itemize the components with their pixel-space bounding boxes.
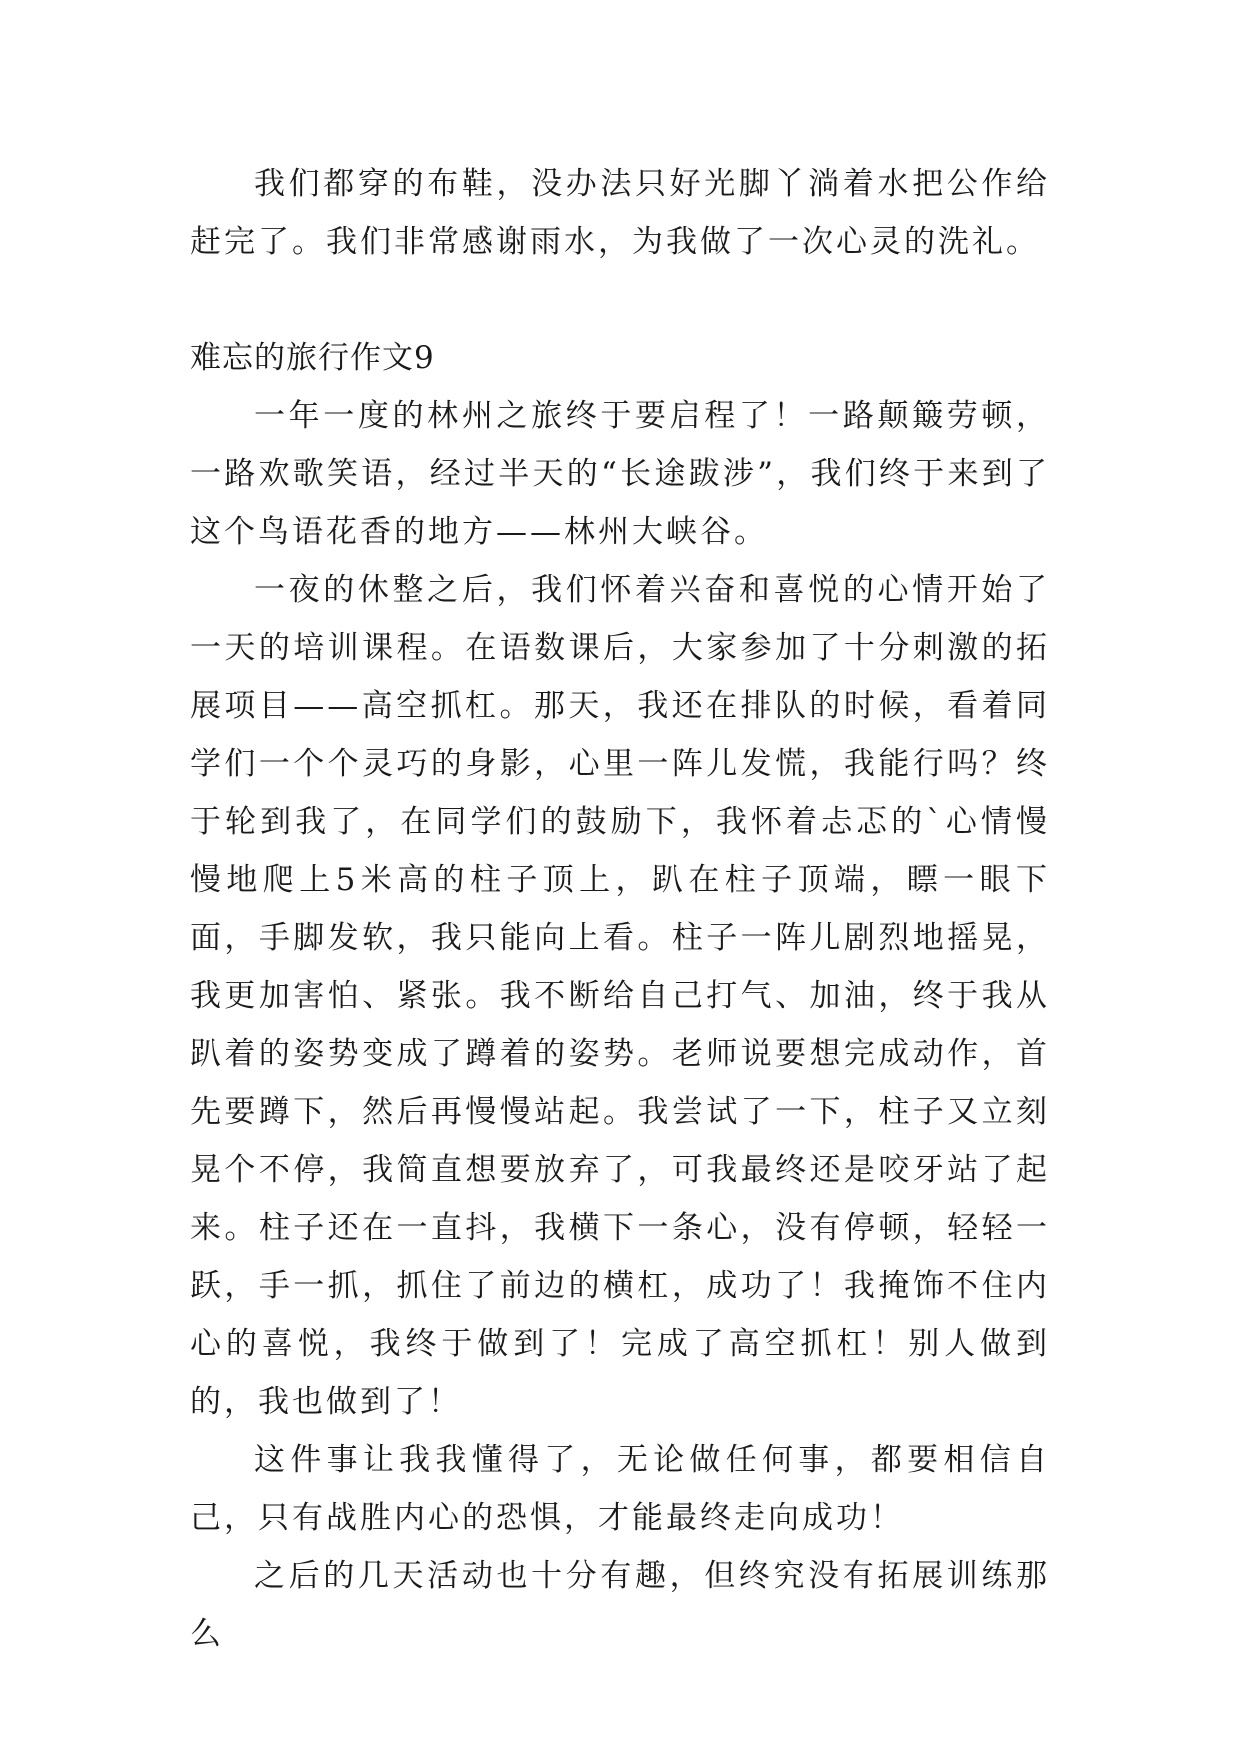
- paragraph-spacer: [190, 271, 1050, 329]
- paragraph-4: 之后的几天活动也十分有趣，但终究没有拓展训练那么: [190, 1558, 1050, 1652]
- document-body: [190, 155, 1050, 1663]
- paragraph-1: 一年一度的林州之旅终于要启程了！一路颠簸劳顿，一路欢歌笑语，经过半天的“长途跋涉”，我们终于来到了这个鸟语花香的地方——林州大峡谷。: [190, 398, 1050, 550]
- paragraph-3: 这件事让我我懂得了，无论做任何事，都要相信自己，只有战胜内心的恐惧，才能最终走向成功！: [190, 1442, 1050, 1536]
- section-heading: 难忘的旅行作文9: [190, 340, 435, 376]
- paragraph-2: 一夜的休整之后，我们怀着兴奋和喜悦的心情开始了一天的培训课程。在语数课后，大家参加了十分刺激的拓展项目——高空抓杠。那天，我还在排队的时候，看着同学们一个个灵巧的身影，心里一阵儿发慌，我能行吗？终于轮到我了，在同学们的鼓励下，我怀着忐忑的`心情慢慢地爬上5米高的柱子顶上，趴在柱子顶端，瞟一眼下面，手脚发软，我只能向上看。柱子一阵儿剧烈地摇晃，我更加害怕、紧张。我不断给自己打气、加油，终于我从趴着的姿势变成了蹲着的姿势。老师说要想完成动作，首先要蹲下，然后再慢慢站起。我尝试了一下，柱子又立刻晃个不停，我简直想要放弃了，可我最终还是咬牙站了起来。柱子还在一直抖，我横下一条心，没有停顿，轻轻一跃，手一抓，抓住了前边的横杠，成功了！我掩饰不住内心的喜悦，我终于做到了！完成了高空抓杠！别人做到的，我也做到了！: [190, 572, 1050, 1420]
- paragraph-intro: 我们都穿的布鞋，没办法只好光脚丫淌着水把公作给赶完了。我们非常感谢雨水，为我做了一次心灵的洗礼。: [190, 166, 1050, 260]
